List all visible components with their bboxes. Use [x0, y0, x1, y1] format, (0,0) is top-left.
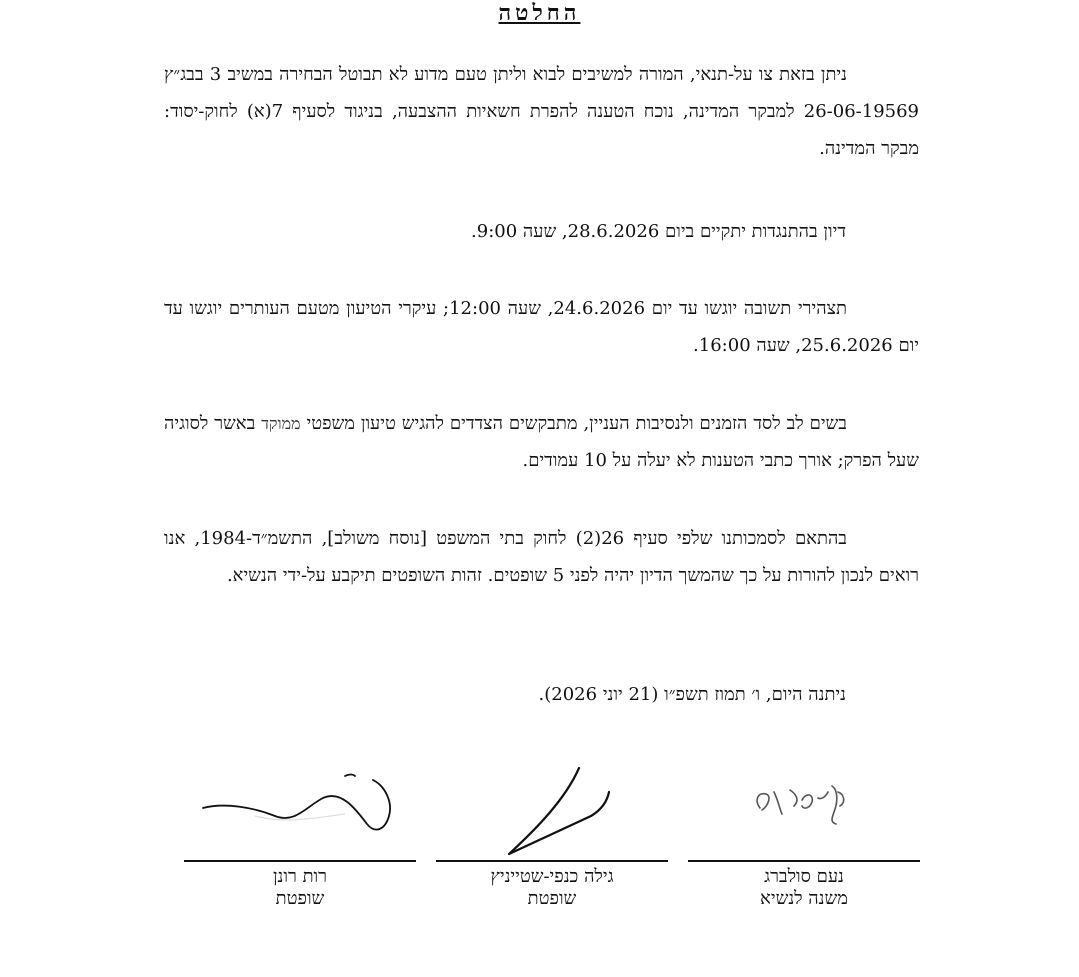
paragraph-date-text: ניתנה היום, ו׳ תמוז תשפ״ו (21 יוני 2026). [538, 684, 846, 705]
signatory-ronen [184, 866, 416, 910]
paragraph-hearing-text: דיון בהתנגדות יתקיים ביום 28.6.2026, שעה 9:00. [471, 221, 846, 242]
signatory-role: שופטת [527, 888, 577, 909]
paragraph-arguments-focused-word: ממוקד [261, 414, 301, 433]
paragraph-panel [164, 520, 919, 594]
signatory-role: משנה לנשיא [760, 888, 848, 909]
paragraph-deadlines [164, 290, 919, 364]
signature-line [184, 860, 416, 862]
paragraph-panel-text: בהתאם לסמכותנו שלפי סעיף 26(2) לחוק בתי המשפט [נוסח משולב], התשמ״ד-1984, אנו רואים לנכון להורות על כך שהמשך הדיון יהיה לפני 5 שופטים. זהות השופטים תיקבע על-ידי הנשיא. [164, 528, 919, 586]
paragraph-hearing [154, 213, 854, 250]
signature-ronen [195, 768, 405, 848]
paragraph-order-text: ניתן בזאת צו על-תנאי, המורה למשיבים לבוא וליתן טעם מדוע לא תבוטל הבחירה במשיב 3 בבג״ץ 26-06-19569 למבקר המדינה, נוכח הטענה להפרת חשאיות ההצבעה, בניגוד לסעיף 7(א) לחוק-יסוד: מבקר המדינה. [164, 64, 919, 159]
paragraph-deadlines-text: תצהירי תשובה יוגשו עד יום 24.6.2026, שעה 12:00; עיקרי הטיעון מטעם העותרים יוגשו עד יום 25.6.2026, שעה 16:00. [164, 298, 919, 356]
paragraph-date [154, 676, 854, 713]
paragraph-arguments-rest: באשר לסוגיה שעל הפרק; אורך כתבי הטענות לא יעלה על 10 עמודים. [164, 413, 919, 471]
document-title: החלטה [498, 0, 581, 26]
signatory-solberg [688, 866, 920, 910]
signatory-kanfi-steinitz [436, 866, 668, 910]
signatory-name: גילה כנפי-שטייניץ [490, 866, 614, 887]
signature-line [688, 860, 920, 862]
signatory-name: רות רונן [272, 866, 328, 887]
paragraph-order [164, 56, 919, 167]
signatory-name: נעם סולברג [764, 866, 844, 887]
signatory-role: שופטת [275, 888, 325, 909]
paragraph-arguments [164, 405, 919, 479]
paragraph-arguments-text: בשים לב לסד הזמנים ולנסיבות העניין, מתבקשים הצדדים להגיש טיעון משפטי [306, 413, 847, 434]
signature-solberg [740, 770, 870, 840]
signature-line [436, 860, 668, 862]
signature-kanfi-steinitz [495, 760, 625, 860]
